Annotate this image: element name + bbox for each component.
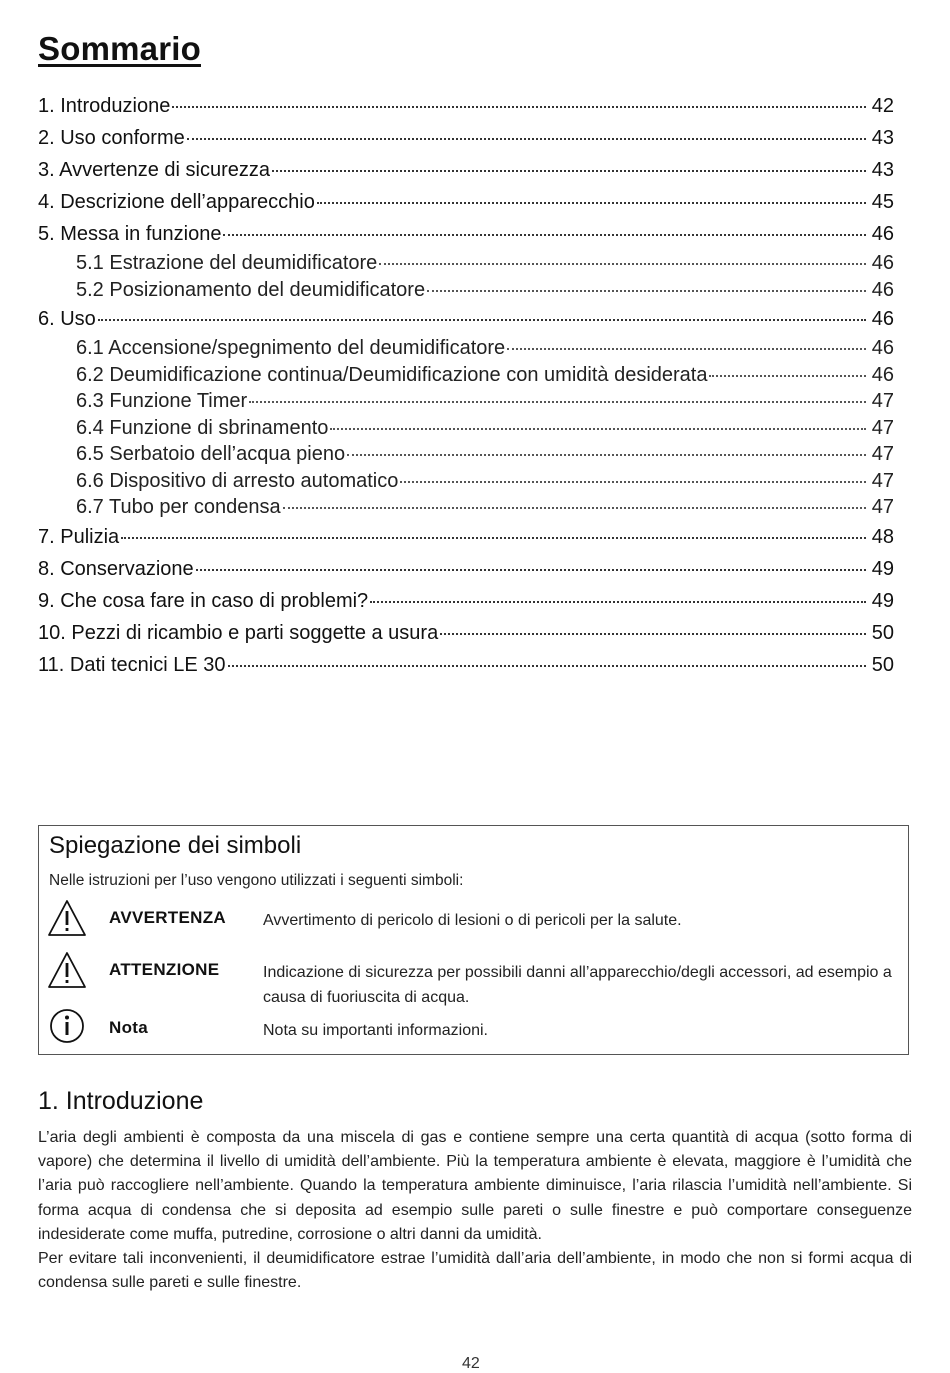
toc-leader-dots: [400, 481, 866, 483]
symbols-title: Spiegazione dei simboli: [49, 832, 302, 859]
toc-leader-dots: [196, 569, 866, 571]
toc-entry-label: 2. Uso conforme: [38, 127, 185, 149]
paragraph: L’aria degli ambienti è composta da una miscela di gas e contiene sempre una certa quantità di acqua (sotto forma di vapore) che determina il livello di umidità dell’ambiente. Più la temperatura ambiente è elevata, maggiore è l’umidità che l’aria può raccogliere nell’ambiente. Quando la temperatura ambiente diminuisce, l’aria rilascia l’umidità nell’ambiente. Si forma acqua di condensa che si deposita ad esempio sulle pareti o sulle finestre e può comportare conseguenze indesiderate come muffa, putredine, corrosione o altri danni da umidità.: [38, 1129, 912, 1243]
toc-entry: [38, 441, 894, 468]
symbol-description: Nota su importanti informazioni.: [263, 1022, 488, 1039]
toc-entry-page: 50: [871, 621, 894, 644]
toc-leader-dots: [223, 234, 866, 236]
toc-entry-page: 49: [871, 589, 894, 612]
symbols-legend: [38, 825, 909, 1055]
page-title: Sommario: [38, 30, 201, 67]
toc-entry: [38, 154, 894, 186]
toc-leader-dots: [272, 170, 866, 172]
toc-entry-label: 6.4 Funzione di sbrinamento: [76, 416, 329, 439]
toc-entry-label: 9. Che cosa fare in caso di problemi?: [38, 589, 369, 612]
info-icon: [47, 1006, 87, 1046]
toc-entry: [38, 494, 894, 521]
toc-entry-page: 46: [871, 337, 894, 359]
toc-entry-page: 47: [871, 443, 894, 465]
toc-entry-page: 49: [871, 557, 894, 580]
toc-entry: [38, 585, 894, 617]
toc-leader-dots: [228, 665, 866, 667]
toc-entry-page: 48: [871, 525, 894, 548]
toc-leader-dots: [347, 454, 866, 456]
toc-entry-label: 4. Descrizione dell’apparecchio: [38, 191, 315, 213]
toc-entry: [38, 218, 894, 250]
toc-entry-page: 43: [871, 127, 894, 149]
toc-entry: [38, 617, 894, 649]
toc-entry-label: 1. Introduzione: [38, 95, 171, 117]
table-of-contents: [38, 90, 894, 681]
warning-triangle-icon: [47, 950, 87, 990]
toc-entry: [38, 250, 894, 277]
toc-entry: [38, 468, 894, 495]
paragraph: Per evitare tali inconvenienti, il deumidificatore estrae l’umidità dall’aria dell’ambiente, in modo che non si formi acqua di condensa sulle pareti e sulle finestre.: [38, 1250, 912, 1292]
toc-entry: [38, 415, 894, 442]
toc-entry: [38, 122, 894, 154]
toc-entry: [38, 521, 894, 553]
toc-entry: [38, 303, 894, 335]
toc-leader-dots: [709, 375, 866, 377]
toc-entry-page: 45: [871, 191, 894, 213]
toc-entry-label: 6.5 Serbatoio dell’acqua pieno: [76, 443, 346, 465]
toc-leader-dots: [283, 507, 866, 509]
toc-entry: [38, 362, 894, 389]
toc-entry: [38, 90, 894, 122]
toc-entry-page: 47: [871, 469, 894, 492]
toc-entry-label: 6.3 Funzione Timer: [76, 390, 248, 412]
toc-leader-dots: [249, 401, 866, 403]
toc-entry-label: 5.2 Posizionamento del deumidificatore: [76, 278, 426, 301]
page-number: 42: [462, 1355, 480, 1372]
toc-entry-label: 6.1 Accensione/spegnimento del deumidificatore: [76, 337, 506, 359]
toc-leader-dots: [330, 428, 866, 430]
toc-leader-dots: [507, 348, 866, 350]
toc-leader-dots: [379, 263, 866, 265]
toc-entry-page: 46: [871, 223, 894, 245]
warning-triangle-icon: [47, 898, 87, 938]
toc-entry-page: 43: [871, 159, 894, 181]
toc-entry-label: 7. Pulizia: [38, 525, 120, 548]
toc-leader-dots: [370, 601, 866, 603]
toc-entry: [38, 335, 894, 362]
toc-entry: [38, 649, 894, 681]
toc-entry: [38, 277, 894, 304]
toc-leader-dots: [172, 106, 866, 108]
symbol-description: Indicazione di sicurezza per possibili danni all’apparecchio/degli accessori, ad esempio a causa di fuoriuscita di acqua.: [263, 964, 892, 1006]
symbol-description: Avvertimento di pericolo di lesioni o di pericoli per la salute.: [263, 912, 682, 929]
toc-leader-dots: [427, 290, 866, 292]
toc-entry-label: 6. Uso: [38, 308, 96, 330]
toc-entry: [38, 186, 894, 218]
toc-entry-page: 46: [871, 278, 894, 301]
toc-entry-label: 6.2 Deumidificazione continua/Deumidificazione con umidità desiderata: [76, 363, 708, 386]
toc-entry-label: 10. Pezzi di ricambio e parti soggette a usura: [38, 621, 439, 644]
toc-leader-dots: [187, 138, 866, 140]
toc-entry-page: 47: [871, 496, 894, 518]
section-heading: 1. Introduzione: [38, 1087, 204, 1115]
toc-entry-page: 47: [871, 416, 894, 439]
toc-entry-page: 50: [871, 653, 894, 676]
toc-leader-dots: [440, 633, 866, 635]
toc-leader-dots: [121, 537, 866, 539]
symbols-intro: Nelle istruzioni per l’uso vengono utilizzati i seguenti simboli:: [49, 872, 464, 889]
toc-leader-dots: [317, 202, 866, 204]
toc-entry-page: 46: [871, 363, 894, 386]
toc-entry-label: 3. Avvertenze di sicurezza: [38, 159, 270, 181]
symbol-term: AVVERTENZA: [109, 908, 226, 927]
toc-entry-page: 42: [871, 95, 894, 117]
toc-entry-page: 46: [871, 252, 894, 274]
toc-entry: [38, 388, 894, 415]
toc-entry-page: 46: [871, 308, 894, 330]
symbol-term: ATTENZIONE: [109, 960, 220, 979]
toc-entry-label: 5. Messa in funzione: [38, 223, 222, 245]
symbol-term: Nota: [109, 1018, 148, 1037]
toc-entry-label: 8. Conservazione: [38, 557, 194, 580]
toc-entry-label: 6.7 Tubo per condensa: [76, 496, 281, 518]
toc-entry-page: 47: [871, 390, 894, 412]
toc-entry-label: 11. Dati tecnici LE 30: [38, 653, 226, 676]
section-body: [38, 1126, 912, 1295]
toc-entry-label: 5.1 Estrazione del deumidificatore: [76, 252, 378, 274]
toc-entry: [38, 553, 894, 585]
toc-leader-dots: [98, 319, 866, 321]
toc-entry-label: 6.6 Dispositivo di arresto automatico: [76, 469, 399, 492]
